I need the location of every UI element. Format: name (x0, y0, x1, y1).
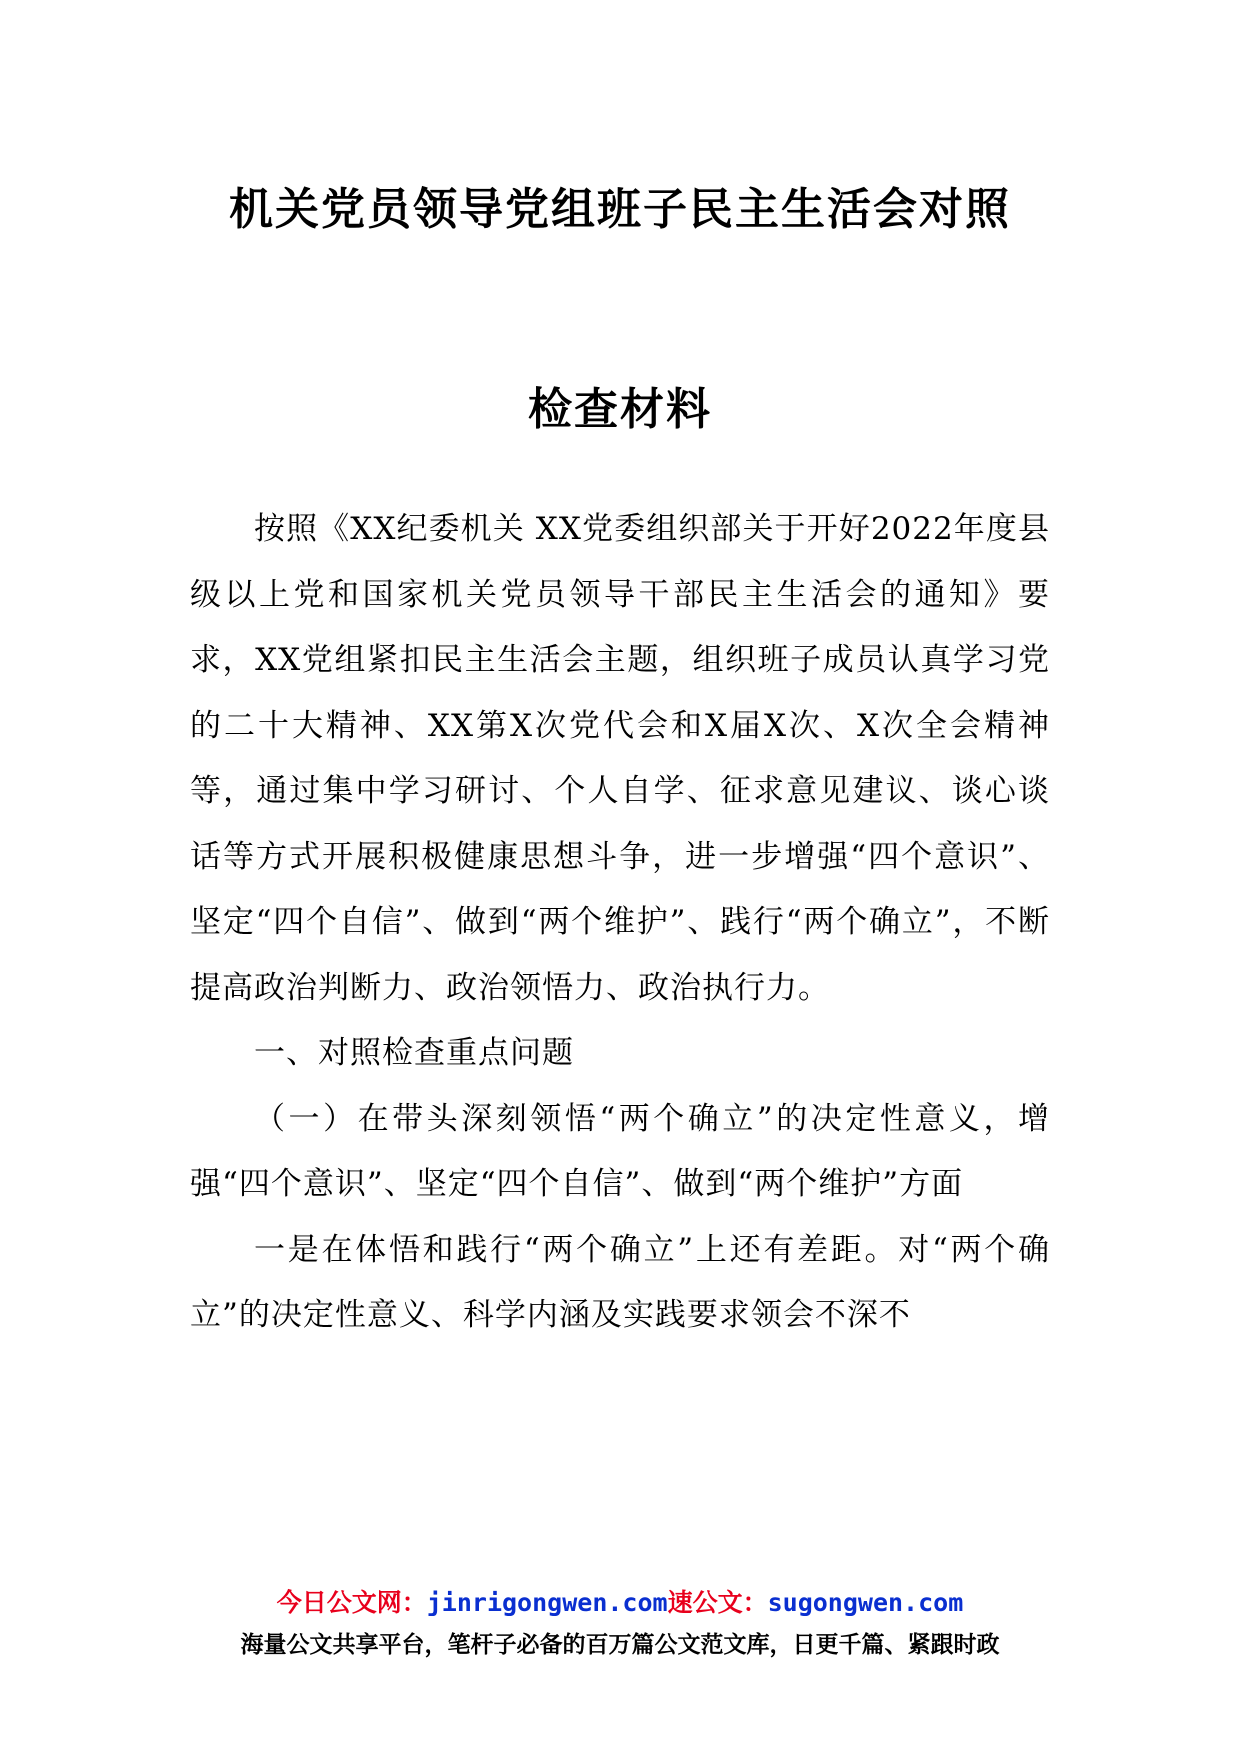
site2-url-link[interactable]: sugongwen.com (767, 1588, 964, 1617)
body-paragraph: 一是在体悟和践行“两个确立”上还有差距。对“两个确立”的决定性意义、科学内涵及实践要求领会不深不 (190, 1231, 1050, 1333)
subsection-heading: （一）在带头深刻领悟“两个确立”的决定性意义，增强“四个意识”、坚定“四个自信”、做到“两个维护”方面 (190, 1100, 1050, 1202)
document-title-line-2: 检查材料 (528, 384, 712, 435)
section-heading: 一、对照检查重点问题 (254, 1035, 574, 1071)
site1-name: 今日公文网： (276, 1588, 427, 1617)
document-title-line-1: 机关党员领导党组班子民主生活会对照 (229, 184, 1011, 235)
footer-sites (0, 1585, 1240, 1621)
site2-name: 速公文： (667, 1588, 768, 1617)
site1-url-link[interactable]: jinrigongwen.com (426, 1588, 668, 1617)
document-body (190, 497, 1050, 1349)
footer-slogan: 海量公文共享平台，笔杆子必备的百万篇公文范文库，日更千篇、紧跟时政 (240, 1632, 1000, 1658)
intro-paragraph: 按照《XX纪委机关 XX党委组织部关于开好2022年度县级以上党和国家机关党员领导干部民主生活会的通知》要求，XX党组紧扣民主生活会主题，组织班子成员认真学习党的二十大精神、XX第X次党代会和X届X次、X次全会精神等，通过集中学习研讨、个人自学、征求意见建议、谈心谈话等方式开展积极健康思想斗争，进一步增强“四个意识”、坚定“四个自信”、做到“两个维护”、践行“两个确立”，不断提高政治判断力、政治领悟力、政治执行力。 (190, 511, 1050, 1006)
